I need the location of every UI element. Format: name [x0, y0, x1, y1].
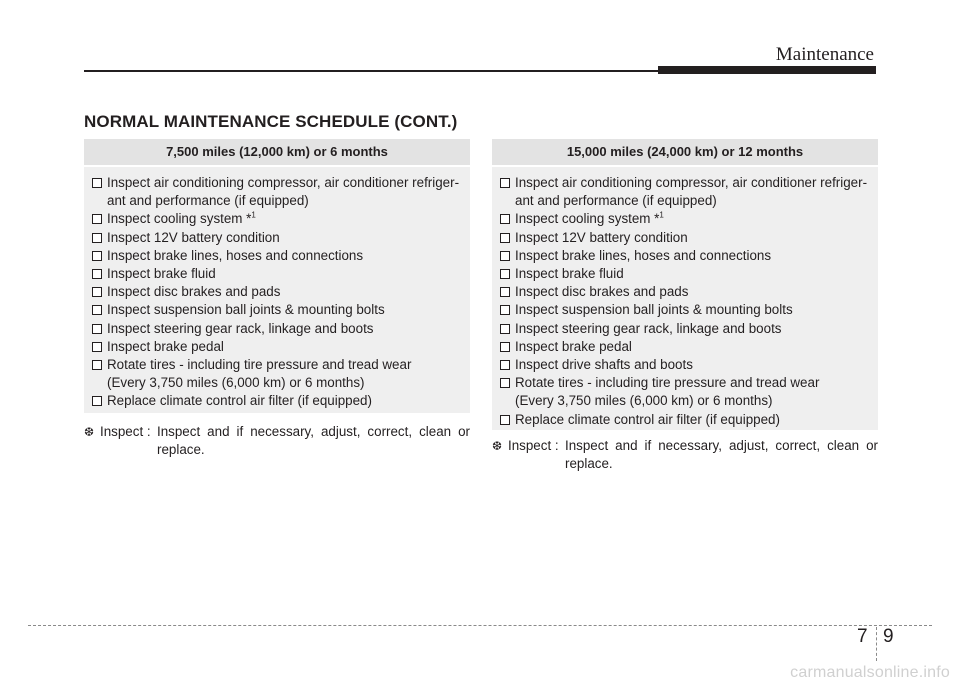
item-text: Inspect air conditioning compressor, air conditioner refriger- — [515, 175, 868, 190]
checklist — [84, 167, 470, 411]
item-text: ant and performance (if equipped) — [107, 193, 309, 209]
item-text: Inspect brake pedal — [515, 338, 632, 354]
page-chapter-number: 7 — [857, 626, 868, 647]
panel-heading: 15,000 miles (24,000 km) or 12 months — [492, 139, 878, 167]
checkbox-icon — [92, 251, 102, 261]
item-text: Replace climate control air filter (if equipped) — [107, 393, 372, 409]
checkbox-icon — [500, 415, 510, 425]
list-item — [500, 338, 872, 356]
list-item — [500, 210, 872, 228]
list-item-continuation — [500, 392, 872, 410]
list-item — [500, 374, 872, 392]
checkbox-icon — [500, 214, 510, 224]
list-item — [500, 265, 872, 283]
item-text: Inspect suspension ball joints & mounting bolts — [515, 302, 793, 318]
snowflake-icon: ❆ — [492, 439, 503, 453]
item-text: Rotate tires - including tire pressure and tread wear — [515, 375, 820, 391]
snowflake-icon: ❆ — [84, 425, 95, 439]
section-title: NORMAL MAINTENANCE SCHEDULE (CONT.) — [84, 112, 458, 131]
note-label: Inspect : — [100, 424, 151, 439]
list-item — [500, 174, 872, 192]
note-text-continuation: replace. — [157, 442, 205, 457]
list-item — [500, 411, 872, 429]
checkbox-icon — [500, 178, 510, 188]
checkbox-icon — [92, 233, 102, 243]
checkbox-icon — [92, 305, 102, 315]
list-item — [92, 283, 464, 301]
item-text: (Every 3,750 miles (6,000 km) or 6 months) — [515, 393, 773, 409]
note-row — [84, 423, 470, 441]
list-item — [500, 356, 872, 374]
item-text: Inspect drive shafts and boots — [515, 357, 693, 373]
checkbox-icon — [92, 214, 102, 224]
checkbox-icon — [92, 396, 102, 406]
item-text: Inspect brake lines, hoses and connections — [515, 247, 772, 263]
list-item — [92, 301, 464, 319]
item-text: Inspect cooling system * — [515, 211, 660, 227]
item-text: Rotate tires - including tire pressure and tread wear — [107, 357, 412, 373]
item-text: Inspect air conditioning compressor, air conditioner refriger- — [107, 175, 460, 190]
list-item — [92, 229, 464, 247]
checkbox-icon — [92, 269, 102, 279]
watermark: carmanualsonline.info — [790, 664, 950, 681]
inspect-note-right — [492, 437, 878, 473]
checkbox-icon — [500, 233, 510, 243]
page-separator — [876, 627, 877, 661]
list-item — [500, 283, 872, 301]
list-item — [92, 210, 464, 228]
checkbox-icon — [500, 342, 510, 352]
item-text: Inspect 12V battery condition — [515, 229, 688, 245]
list-item — [92, 265, 464, 283]
item-text: Inspect cooling system * — [107, 211, 252, 227]
list-item — [92, 338, 464, 356]
inspect-note-left — [84, 423, 470, 459]
list-item-continuation — [92, 192, 464, 210]
checklist — [492, 167, 878, 429]
note-text-continuation: replace. — [565, 456, 613, 471]
note-row — [492, 437, 878, 455]
checkbox-icon — [92, 360, 102, 370]
checkbox-icon — [500, 324, 510, 334]
list-item — [92, 320, 464, 338]
footnote-superscript: 1 — [251, 210, 256, 220]
panel-heading: 7,500 miles (12,000 km) or 6 months — [84, 139, 470, 167]
item-text: Inspect disc brakes and pads — [107, 284, 281, 300]
checkbox-icon — [500, 269, 510, 279]
list-item-continuation — [500, 192, 872, 210]
list-item-continuation — [92, 374, 464, 392]
item-text: Inspect suspension ball joints & mounting bolts — [107, 302, 385, 318]
list-item — [500, 301, 872, 319]
item-text: Inspect brake fluid — [107, 266, 216, 282]
item-text: Inspect brake fluid — [515, 266, 624, 282]
list-item — [92, 392, 464, 410]
note-label: Inspect : — [508, 438, 559, 453]
item-text: Inspect brake lines, hoses and connections — [107, 247, 364, 263]
checkbox-icon — [500, 305, 510, 315]
checkbox-icon — [500, 287, 510, 297]
header-rule-thick — [658, 66, 876, 74]
list-item — [92, 174, 464, 192]
item-text: (Every 3,750 miles (6,000 km) or 6 months) — [107, 375, 365, 391]
header-title: Maintenance — [775, 44, 874, 65]
page-number: 9 — [883, 626, 894, 647]
note-text: Inspect and if necessary, adjust, correct, clean or — [565, 438, 878, 453]
item-text: Inspect disc brakes and pads — [515, 284, 689, 300]
checkbox-icon — [92, 287, 102, 297]
list-item — [500, 320, 872, 338]
item-text: ant and performance (if equipped) — [515, 193, 717, 209]
item-text: Inspect steering gear rack, linkage and boots — [515, 320, 782, 336]
checkbox-icon — [92, 178, 102, 188]
footer-divider — [28, 625, 932, 626]
note-text: Inspect and if necessary, adjust, correct, clean or — [157, 424, 470, 439]
schedule-panel-7500 — [84, 139, 470, 413]
schedule-panel-15000 — [492, 139, 878, 430]
item-text: Inspect brake pedal — [107, 338, 224, 354]
checkbox-icon — [92, 324, 102, 334]
checkbox-icon — [500, 378, 510, 388]
item-text: Inspect 12V battery condition — [107, 229, 280, 245]
footnote-superscript: 1 — [659, 210, 664, 220]
list-item — [500, 229, 872, 247]
list-item — [500, 247, 872, 265]
checkbox-icon — [500, 360, 510, 370]
list-item — [92, 247, 464, 265]
item-text: Inspect steering gear rack, linkage and boots — [107, 320, 374, 336]
checkbox-icon — [500, 251, 510, 261]
item-text: Replace climate control air filter (if equipped) — [515, 411, 780, 427]
header-rule-thin — [84, 70, 658, 72]
checkbox-icon — [92, 342, 102, 352]
list-item — [92, 356, 464, 374]
